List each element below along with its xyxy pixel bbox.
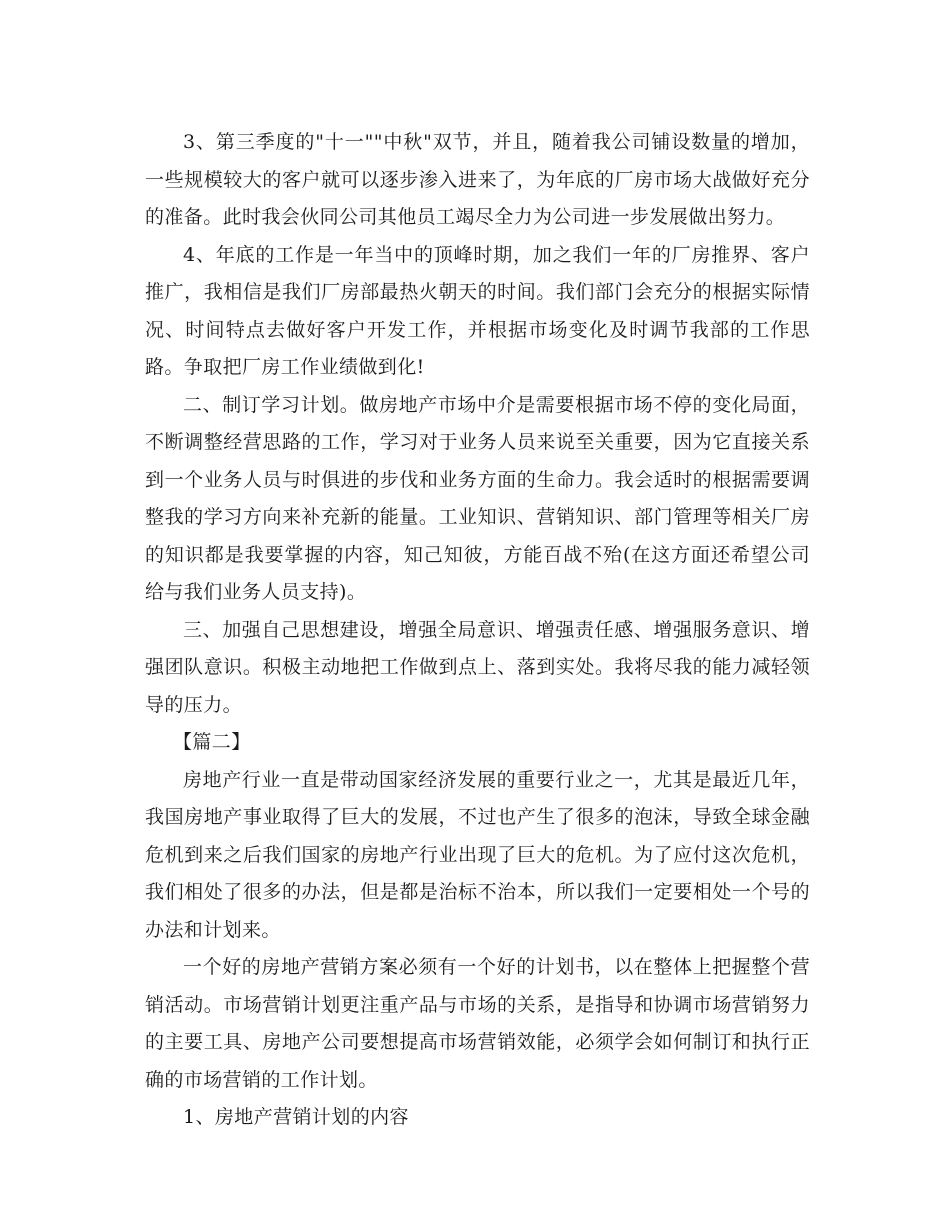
paragraph-plan-contents-title: 1、房地产营销计划的内容 xyxy=(183,1106,409,1128)
section-heading: 【篇二】 xyxy=(173,731,251,753)
paragraph-industry-intro: 房地产行业一直是带动国家经济发展的重要行业之一，尤其是最近几年，我国房地产事业取得了巨大的发展，不过也产生了很多的泡沫，导致全球金融危机到来之后我们国家的房地产行业出现了巨大的危机。为了应付这次危机，我们相处了很多的办法，但是都是治标不治本，所以我们一定要相处一个号的办法和计划来。 xyxy=(145,768,810,941)
paragraph-ideology-building: 三、加强自己思想建设，增强全局意识、增强责任感、增强服务意识、增强团队意识。积极主动地把工作做到点上、落到实处。我将尽我的能力减轻领导的压力。 xyxy=(145,618,810,716)
document-body xyxy=(145,124,810,1137)
paragraph-marketing-plan: 一个好的房地产营销方案必须有一个好的计划书，以在整体上把握整个营销活动。市场营销计划更注重产品与市场的关系，是指导和协调市场营销努力的主要工具、房地产公司要想提高市场营销效能，必须学会如何制订和执行正确的市场营销的工作计划。 xyxy=(145,956,810,1091)
paragraph-year-end-work: 4、年底的工作是一年当中的顶峰时期，加之我们一年的厂房推界、客户推广，我相信是我们厂房部最热火朝天的时间。我们部门会充分的根据实际情况、时间特点去做好客户开发工作，并根据市场变化及时调节我部的工作思路。争取把厂房工作业绩做到化! xyxy=(145,243,810,378)
paragraph-study-plan: 二、制订学习计划。做房地产市场中介是需要根据市场不停的变化局面，不断调整经营思路的工作，学习对于业务人员来说至关重要，因为它直接关系到一个业务人员与时俱进的步伐和业务方面的生命力。我会适时的根据需要调整我的学习方向来补充新的能量。工业知识、营销知识、部门管理等相关厂房的知识都是我要掌握的内容，知己知彼，方能百战不殆(在这方面还希望公司给与我们业务人员支持)。 xyxy=(145,393,810,603)
paragraph-q3-holidays: 3、第三季度的"十一""中秋"双节，并且，随着我公司铺设数量的增加，一些规模较大的客户就可以逐步渗入进来了，为年底的厂房市场大战做好充分的准备。此时我会伙同公司其他员工竭尽全力为公司进一步发展做出努力。 xyxy=(145,131,810,228)
